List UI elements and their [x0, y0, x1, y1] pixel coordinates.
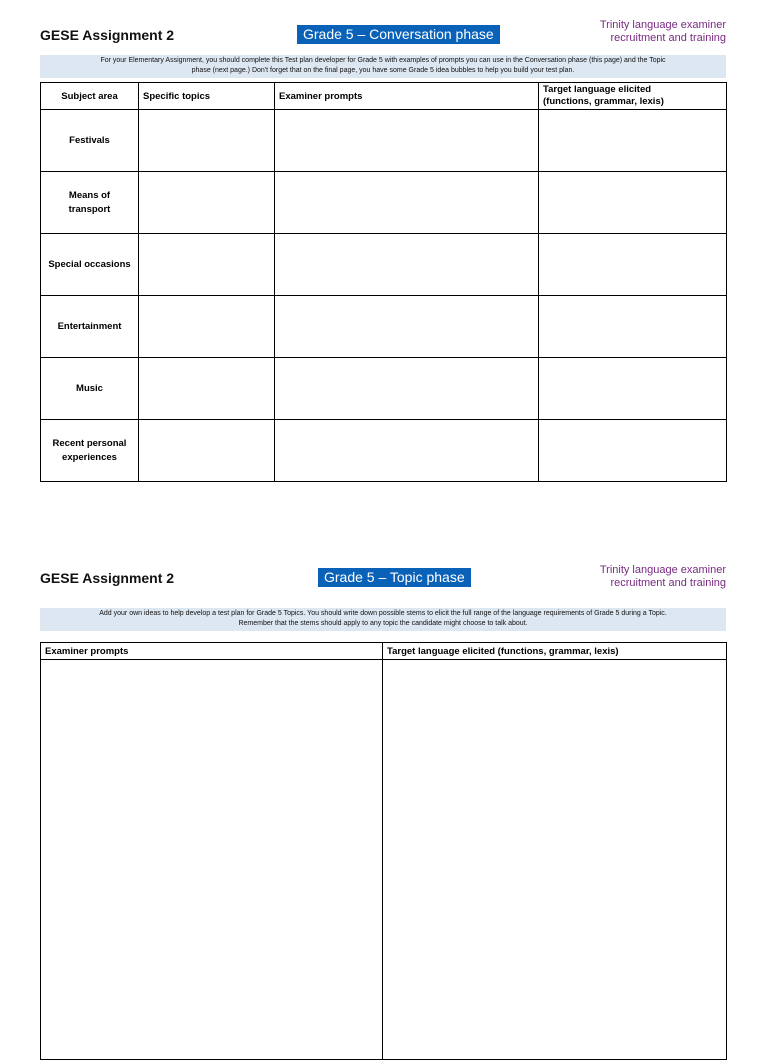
specific-topics-cell[interactable]	[139, 420, 275, 482]
topic-plan-table	[40, 642, 727, 1060]
org-line2: recruitment and training	[610, 577, 726, 589]
specific-topics-cell[interactable]	[139, 234, 275, 296]
table-row	[41, 234, 727, 296]
examiner-prompts-cell[interactable]	[275, 234, 539, 296]
examiner-prompts-cell[interactable]	[275, 420, 539, 482]
subject-entertainment	[41, 296, 139, 358]
subject-line2: experiences	[62, 451, 117, 463]
conversation-plan-table	[40, 82, 727, 482]
target-language-cell[interactable]	[383, 660, 727, 1060]
table-row	[41, 358, 727, 420]
page1-instructions	[40, 55, 726, 78]
specific-topics-cell[interactable]	[139, 110, 275, 172]
org-line1: Trinity language examiner	[599, 19, 726, 31]
examiner-prompts-cell[interactable]	[275, 110, 539, 172]
subject-festivals	[41, 110, 139, 172]
page1-org-name	[600, 19, 726, 45]
target-language-cell[interactable]	[539, 296, 727, 358]
target-language-cell[interactable]	[539, 358, 727, 420]
header-subject-area: Subject area	[41, 83, 139, 110]
subject-special-occasions	[41, 234, 139, 296]
subject-line1: Recent personal	[52, 437, 127, 449]
examiner-prompts-cell[interactable]	[41, 660, 383, 1060]
page2-phase-label: Grade 5 – Topic phase	[318, 568, 471, 587]
header-target-line1: Target language elicited	[543, 84, 652, 95]
table-row	[41, 110, 727, 172]
table-row	[41, 296, 727, 358]
table-row	[41, 420, 727, 482]
page2-title: GESE Assignment 2	[40, 570, 175, 586]
header-examiner-prompts: Examiner prompts	[41, 643, 383, 660]
subject-music	[41, 358, 139, 420]
subject-line1: Means of	[68, 189, 111, 201]
subject-line1: Special occasions	[48, 258, 131, 270]
table-header-row	[41, 643, 727, 660]
target-language-cell[interactable]	[539, 234, 727, 296]
examiner-prompts-cell[interactable]	[275, 172, 539, 234]
target-language-cell[interactable]	[539, 172, 727, 234]
header-examiner-prompts: Examiner prompts	[275, 83, 539, 110]
subject-line1: Music	[76, 382, 103, 394]
page2-instructions	[40, 608, 726, 631]
table-row	[41, 660, 727, 1060]
header-specific-topics: Specific topics	[139, 83, 275, 110]
subject-means-of-transport	[41, 172, 139, 234]
specific-topics-cell[interactable]	[139, 358, 275, 420]
header-target-line2: (functions, grammar, lexis)	[543, 96, 664, 107]
subject-recent-personal-experiences	[41, 420, 139, 482]
org-line2: recruitment and training	[610, 32, 726, 44]
header-target-language	[539, 83, 727, 110]
target-language-cell[interactable]	[539, 420, 727, 482]
page1-title: GESE Assignment 2	[40, 27, 175, 43]
target-language-cell[interactable]	[539, 110, 727, 172]
specific-topics-cell[interactable]	[139, 296, 275, 358]
page1-phase-label: Grade 5 – Conversation phase	[297, 25, 500, 44]
page2-org-name	[600, 564, 726, 590]
table-header-row	[41, 83, 727, 110]
header-target-language: Target language elicited (functions, grammar, lexis)	[383, 643, 727, 660]
instructions-line2: phase (next page.) Don't forget that on the final page, you have some Grade 5 idea bubbles to help you build your test plan.	[191, 67, 575, 74]
subject-line1: Festivals	[69, 134, 110, 146]
specific-topics-cell[interactable]	[139, 172, 275, 234]
table-row	[41, 172, 727, 234]
subject-line1: Entertainment	[57, 320, 122, 332]
instructions-line1: Add your own ideas to help develop a test plan for Grade 5 Topics. You should write down possible stems to elicit the full range of the language requirements of Grade 5 during a Topic.	[99, 610, 667, 617]
examiner-prompts-cell[interactable]	[275, 358, 539, 420]
instructions-line1: For your Elementary Assignment, you should complete this Test plan developer for Grade 5 with examples of prompts you can use in the Conversation phase (this page) and the Topic	[100, 57, 666, 64]
examiner-prompts-cell[interactable]	[275, 296, 539, 358]
org-line1: Trinity language examiner	[599, 564, 726, 576]
instructions-line2: Remember that the stems should apply to any topic the candidate might choose to talk about.	[238, 620, 528, 627]
subject-line2: transport	[68, 203, 111, 215]
